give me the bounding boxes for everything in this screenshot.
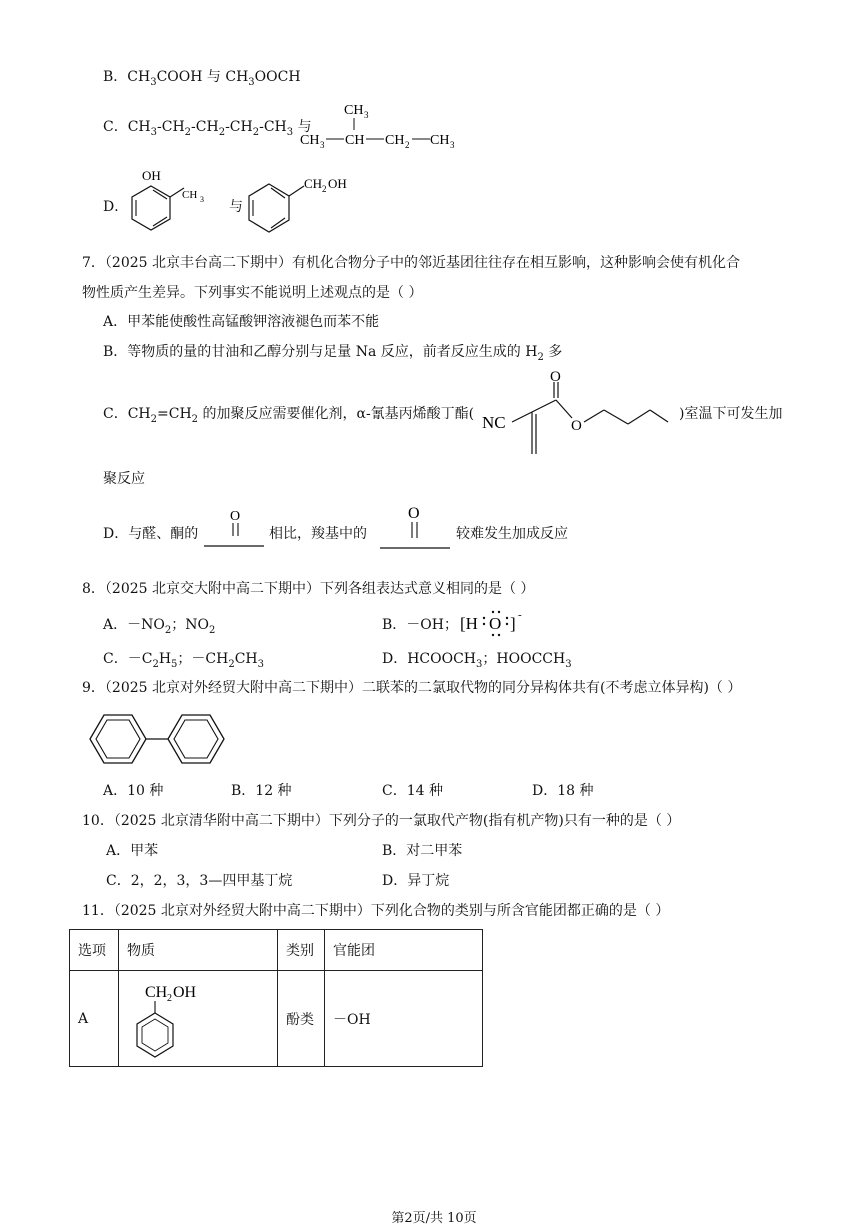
q9-option-b: B．12 种	[231, 783, 292, 799]
oh-label: OH	[142, 168, 161, 183]
carbonyl-aldehyde-ketone	[202, 504, 266, 554]
q9-stem: 9．（2025 北京对外经贸大附中高二下期中）二联苯的二氯取代物的同分异构体共有(不考虑立体异构)（ ）	[82, 680, 742, 696]
o-cresol-structure	[124, 166, 214, 244]
svg-text:OH: OH	[328, 176, 347, 191]
svg-text:3: 3	[450, 140, 455, 150]
q9-option-d: D．18 种	[532, 783, 594, 799]
svg-text:CH: CH	[145, 983, 168, 1001]
header-substance: 物质	[119, 930, 278, 971]
carbonyl-carboxyl	[378, 500, 452, 558]
biphenyl-structure	[80, 706, 236, 772]
svg-text:3: 3	[200, 195, 204, 204]
svg-text:2: 2	[167, 992, 172, 1004]
svg-text:CH: CH	[344, 103, 364, 118]
svg-text:3: 3	[364, 110, 369, 120]
table-header-row	[70, 930, 483, 971]
svg-text:CH: CH	[300, 133, 320, 148]
q7-option-c: C．$CH_2=CH_2$ 的加聚反应需要催化剂，α-氰基丙烯酸丁酯(	[103, 406, 475, 425]
row-substance	[119, 971, 278, 1067]
o-label: O	[230, 509, 241, 524]
svg-text:O: O	[489, 614, 502, 633]
page-footer: 第2页/共 10页	[391, 1211, 477, 1226]
nc-label: NC	[482, 413, 506, 432]
option-b-prev: B．$CH_3COOH$ 与 $CH_3OOCH$	[103, 69, 301, 88]
svg-text:[H: [H	[460, 614, 478, 633]
header-option: 选项	[70, 930, 119, 971]
q11-table	[69, 929, 483, 1067]
q8-option-a: A．$-NO_2$；$NO_2$	[103, 617, 216, 636]
svg-text:2: 2	[322, 184, 327, 194]
header-functional-group: 官能团	[325, 930, 483, 971]
svg-text:OH: OH	[173, 983, 197, 1001]
q7-stem-line2: 物性质产生差异。下列事实不能说明上述观点的是（ ）	[82, 285, 423, 301]
q8-option-b: B．－OH；	[382, 617, 458, 633]
q10-option-b: B．对二甲苯	[382, 843, 463, 859]
q9-option-a: A．10 种	[103, 783, 164, 799]
carbonyl-o-label: O	[550, 370, 561, 385]
q7-option-d-pre: D．与醛、酮的	[103, 526, 199, 542]
svg-text:CH: CH	[304, 176, 323, 191]
q10-option-d: D．异丁烷	[382, 873, 450, 889]
q7-option-c-post: )室温下可发生加	[679, 406, 783, 422]
svg-text:CH: CH	[385, 133, 405, 148]
svg-text:2: 2	[405, 140, 410, 150]
option-c-prev: C．$CH_3-CH_2-CH_2-CH_2-CH_3$ 与	[103, 119, 312, 138]
benzyl-alcohol-structure	[244, 170, 364, 240]
q7-option-a: A．甲苯能使酸性高锰酸钾溶液褪色而苯不能	[103, 314, 380, 330]
table-row	[70, 971, 483, 1067]
benzyl-alcohol-table-structure	[127, 973, 227, 1061]
svg-text:CH: CH	[430, 133, 450, 148]
q7-option-d-mid: 相比，羧基中的	[269, 526, 367, 542]
row-functional-group: －OH	[325, 971, 483, 1067]
svg-text:]: ]	[510, 614, 516, 633]
svg-text:O: O	[408, 505, 420, 522]
row-class: 酚类	[278, 971, 325, 1067]
svg-text:CH: CH	[345, 133, 365, 148]
q8-option-d: D．$HCOOCH_3$；$HOOCCH_3$	[382, 651, 572, 670]
q9-option-c: C．14 种	[382, 783, 443, 799]
q11-stem: 11．（2025 北京对外经贸大附中高二下期中）下列化合物的类别与所含官能团都正确的是（ ）	[82, 903, 670, 919]
svg-text:3: 3	[320, 140, 325, 150]
q10-option-c: C．2，2，3，3—四甲基丁烷	[106, 873, 293, 889]
header-class: 类别	[278, 930, 325, 971]
svg-text:CH: CH	[182, 189, 198, 201]
q10-stem: 10．（2025 北京清华附中高二下期中）下列分子的一氯取代产物(指有机产物)只有一种的是（ ）	[82, 813, 681, 829]
q7-option-c-cont: 聚反应	[103, 471, 145, 487]
q10-option-a: A．甲苯	[106, 843, 159, 859]
hydroxide-electron-formula	[458, 606, 528, 638]
row-option: A	[70, 971, 119, 1067]
and-word: 与	[229, 199, 243, 215]
q7-option-d-post: 较难发生加成反应	[456, 526, 568, 542]
ester-o-label: O	[571, 418, 582, 434]
q8-stem: 8．（2025 北京交大附中高二下期中）下列各组表达式意义相同的是（ ）	[82, 581, 535, 597]
svg-text:-: -	[518, 609, 522, 621]
isopentane-structure	[296, 98, 466, 154]
q7-stem-line1: 7．（2025 北京丰台高二下期中）有机化合物分子中的邻近基团往往存在相互影响，这种影响会使有机化合	[82, 255, 740, 271]
q7-option-b: B．等物质的量的甘油和乙醇分别与足量 Na 反应，前者反应生成的 $H_2$ 多	[103, 344, 563, 363]
butyl-cyanoacrylate-structure	[478, 370, 678, 462]
q8-option-c: C．$-C_2H_5$；$-CH_2CH_3$	[103, 651, 264, 670]
option-d-prev-label: D．	[103, 199, 129, 215]
